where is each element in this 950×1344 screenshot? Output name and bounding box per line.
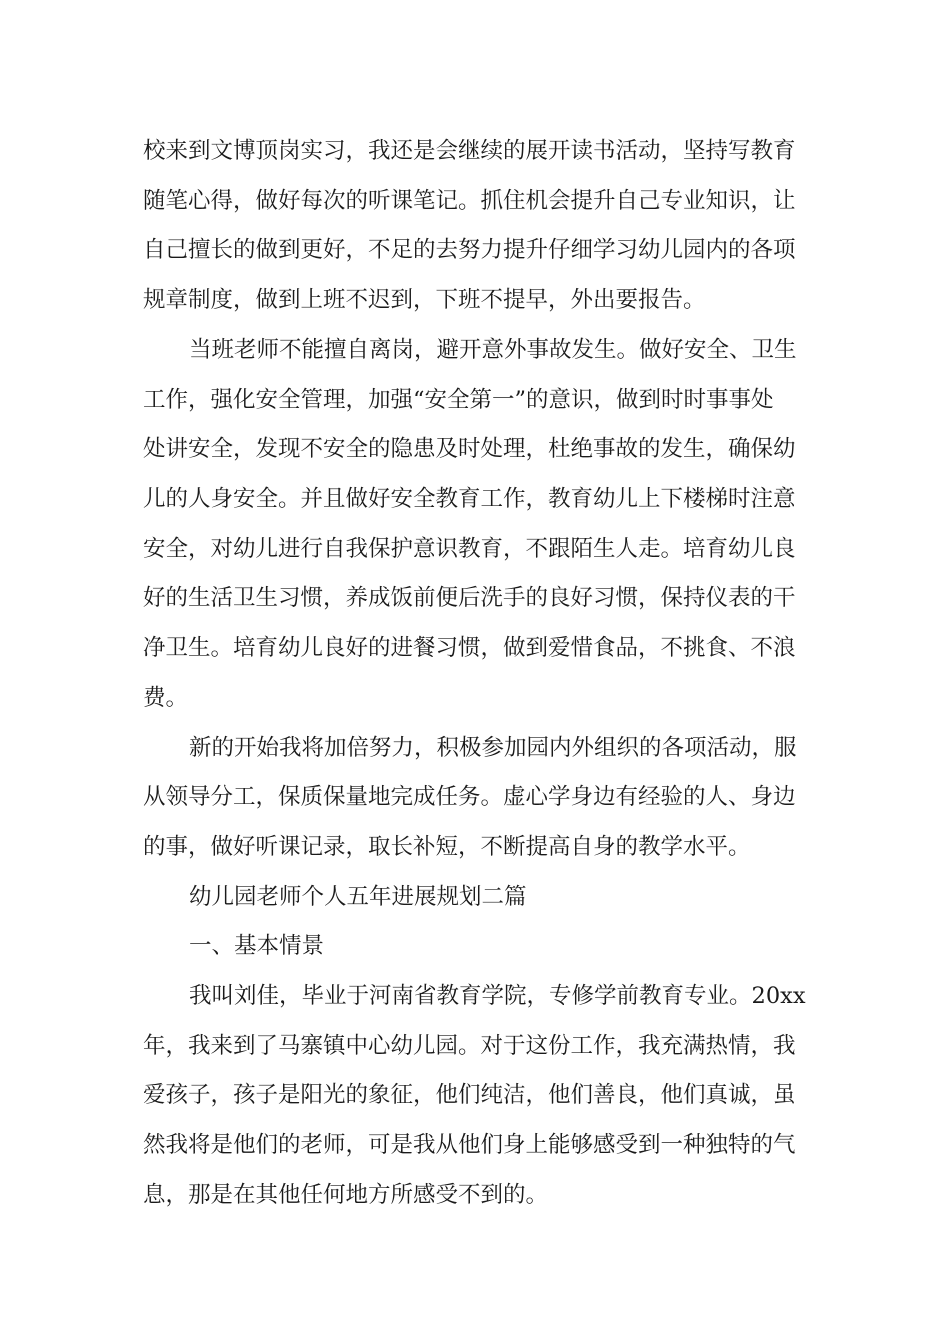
text-line: 工作，强化安全管理，加强“安全第一”的意识，做到时时事事处 (143, 387, 774, 413)
text-line: 的事，做好听课记录，取长补短，不断提高自身的教学水平。 (143, 834, 751, 860)
text-line: 息，那是在其他任何地方所感受不到的。 (143, 1182, 549, 1208)
text-line: 随笔心得，做好每次的听课笔记。抓住机会提升自己专业知识，让 (143, 188, 796, 214)
text-line: 净卫生。培育幼儿良好的进餐习惯，做到爱惜食品，不挑食、不浪 (143, 635, 796, 661)
text-line: 然我将是他们的老师，可是我从他们身上能够感受到一种独特的气 (143, 1132, 796, 1158)
text-line: 好的生活卫生习惯，养成饭前便后洗手的良好习惯，保持仪表的干 (143, 585, 796, 611)
text-line: 自己擅长的做到更好，不足的去努力提升仔细学习幼儿园内的各项 (143, 237, 796, 263)
text-line: 爱孩子，孩子是阳光的象征，他们纯洁，他们善良，他们真诚，虽 (143, 1082, 796, 1108)
paragraph-start-line: 我叫刘佳，毕业于河南省教育学院，专修学前教育专业。20xx (189, 983, 806, 1009)
text-line: 规章制度，做到上班不迟到，下班不提早，外出要报告。 (143, 287, 706, 313)
section-title: 幼儿园老师个人五年进展规划二篇 (189, 884, 527, 910)
text-line: 年，我来到了马寨镇中心幼儿园。对于这份工作，我充满热情，我 (143, 1033, 796, 1059)
text-line: 费。 (143, 685, 189, 711)
text-line: 儿的人身安全。并且做好安全教育工作，教育幼儿上下楼梯时注意 (143, 486, 796, 512)
section-heading: 一、基本情景 (189, 933, 325, 959)
paragraph-start-line: 新的开始我将加倍努力，积极参加园内外组织的各项活动，服 (189, 735, 797, 761)
text-line: 安全，对幼儿进行自我保护意识教育，不跟陌生人走。培育幼儿良 (143, 536, 796, 562)
text-line: 从领导分工，保质保量地完成任务。虚心学身边有经验的人、身边 (143, 784, 796, 810)
text-line: 校来到文博顶岗实习，我还是会继续的展开读书活动，坚持写教育 (143, 138, 796, 164)
paragraph-start-line: 当班老师不能擅自离岗，避开意外事故发生。做好安全、卫生 (189, 337, 797, 363)
text-line: 处讲安全，发现不安全的隐患及时处理，杜绝事故的发生，确保幼 (143, 436, 796, 462)
